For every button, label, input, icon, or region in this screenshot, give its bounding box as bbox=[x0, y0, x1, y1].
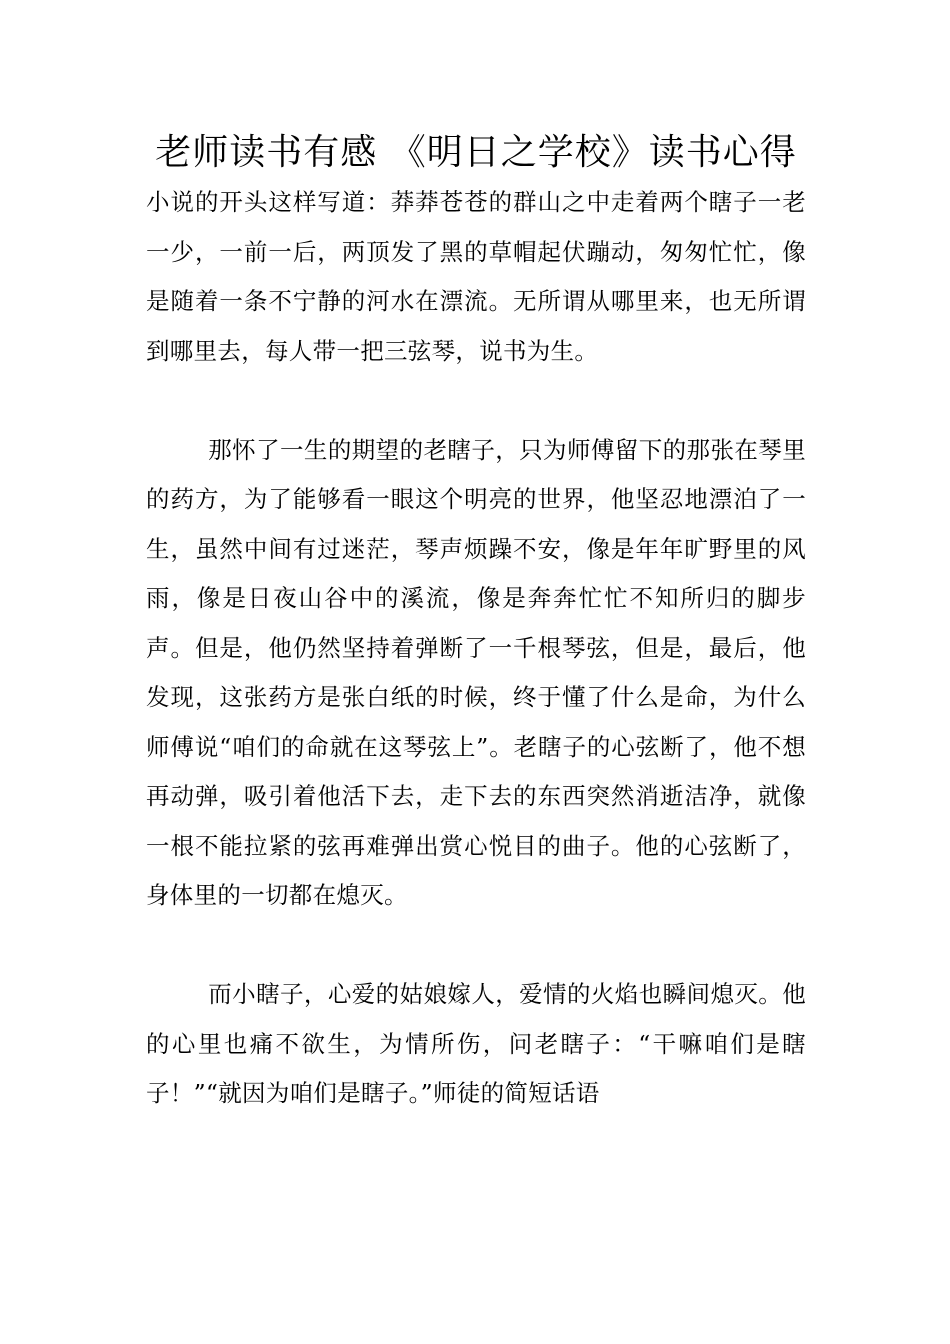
document-title: 老师读书有感 《明日之学校》读书心得 bbox=[155, 132, 797, 173]
paragraph-3: 而小瞎子，心爱的姑娘嫁人，爱情的火焰也瞬间熄灭。他的心里也痛不欲生，为情所伤，问老瞎子：“干嘛咱们是瞎子！”“就因为咱们是瞎子。”师徒的简短话语 bbox=[146, 980, 806, 1107]
paragraph-gap bbox=[146, 376, 806, 426]
paragraph-1: 小说的开头这样写道：莽莽苍苍的群山之中走着两个瞎子一老一少，一前一后，两顶发了黑的草帽起伏蹦动，匆匆忙忙，像是随着一条不宁静的河水在漂流。无所谓从哪里来，也无所谓到哪里去，每人带一把三弦琴，说书为生。 bbox=[146, 188, 806, 365]
document-page bbox=[146, 0, 806, 1119]
paragraph-gap bbox=[146, 921, 806, 971]
paragraph-2: 那怀了一生的期望的老瞎子，只为师傅留下的那张在琴里的药方，为了能够看一眼这个明亮的世界，他坚忍地漂泊了一生，虽然中间有过迷茫，琴声烦躁不安，像是年年旷野里的风雨，像是日夜山谷中的溪流，像是奔奔忙忙不知所归的脚步声。但是，他仍然坚持着弹断了一千根琴弦，但是，最后，他发现，这张药方是张白纸的时候，终于懂了什么是命，为什么师傅说“咱们的命就在这琴弦上”。老瞎子的心弦断了，他不想再动弹，吸引着他活下去，走下去的东西突然消逝洁净，就像一根不能拉紧的弦再难弹出赏心悦目的曲子。他的心弦断了，身体里的一切都在熄灭。 bbox=[146, 435, 806, 909]
